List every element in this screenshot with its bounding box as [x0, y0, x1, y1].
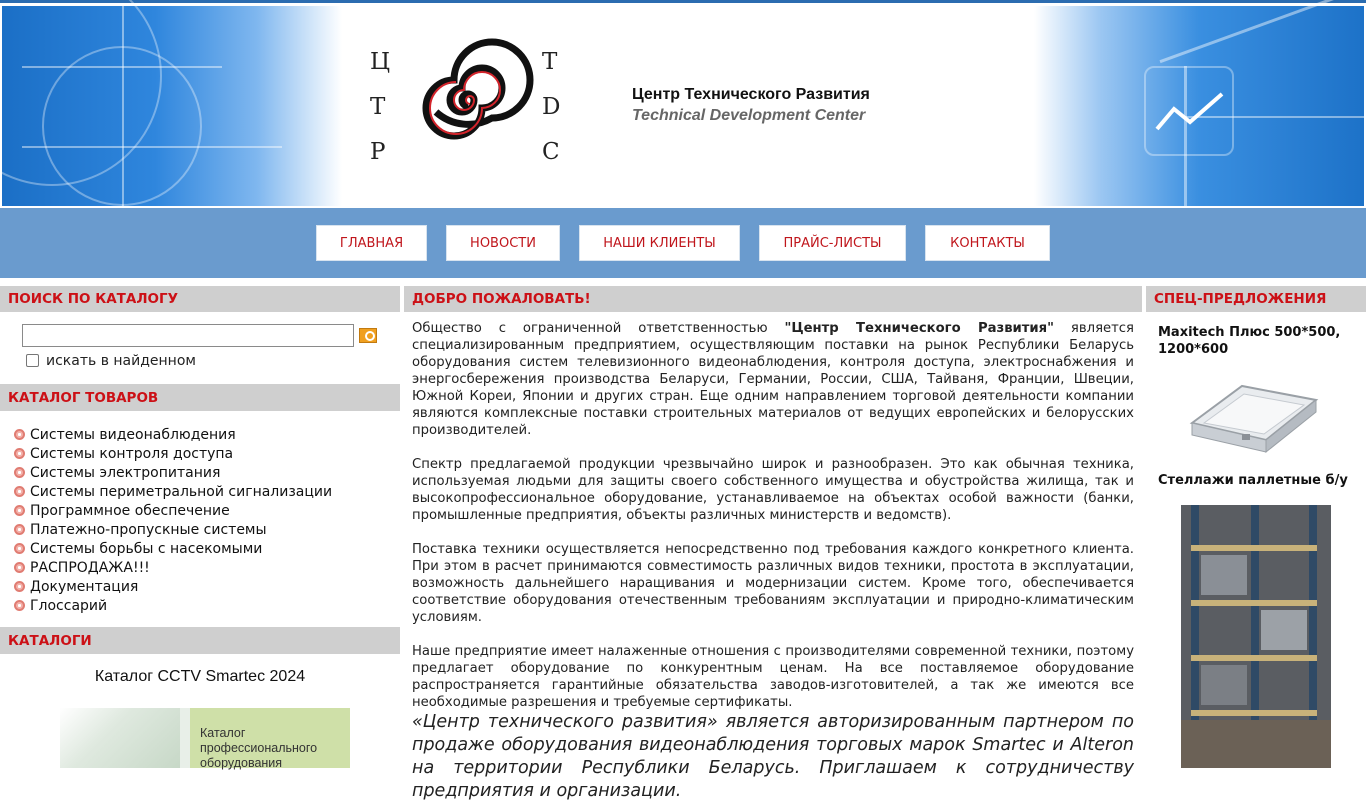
header-right-graphic: [1034, 6, 1364, 206]
search-section-title: ПОИСК ПО КАТАЛОГУ: [0, 286, 400, 312]
catalogs-section-title: КАТАЛОГИ: [0, 627, 400, 654]
catalog-item-label[interactable]: Системы видеонаблюдения: [30, 426, 236, 443]
partner-quote: «Центр технического развития» является авторизированным партнером по продаже оборудования видеонаблюдения торговых марок Smartec и Alteron на территории Республики Беларусь. Приглашаем к сотрудничеству предприятия и организации.: [412, 712, 1134, 801]
header-left-graphic: [2, 6, 342, 206]
rack-photo: [1181, 505, 1331, 768]
catalog-item-power[interactable]: [14, 463, 332, 482]
catalog-cover-image[interactable]: [60, 708, 350, 768]
catalog-download-link[interactable]: Каталог CCTV Smartec 2024: [94, 668, 306, 685]
search-input[interactable]: [22, 324, 354, 347]
bullet-icon: [14, 467, 25, 478]
logo-letter: D: [542, 94, 561, 120]
catalog-item-label[interactable]: Системы контроля доступа: [30, 445, 234, 462]
catalog-item-label[interactable]: Документация: [30, 578, 139, 595]
bullet-icon: [14, 543, 25, 554]
catalog-item-perimeter[interactable]: [14, 482, 332, 501]
catalog-item-label[interactable]: Глоссарий: [30, 597, 108, 614]
bullet-icon: [14, 505, 25, 516]
paragraph: [412, 320, 1134, 439]
offer-title[interactable]: Стеллажи паллетные б/у: [1158, 473, 1348, 488]
search-button[interactable]: [359, 328, 377, 343]
catalog-item-label[interactable]: РАСПРОДАЖА!!!: [30, 559, 150, 576]
catalog-item-video[interactable]: [14, 425, 332, 444]
catalog-item-label[interactable]: Системы электропитания: [30, 464, 221, 481]
bullet-icon: [14, 600, 25, 611]
bullet-icon: [14, 581, 25, 592]
company-name-bold: "Центр Технического Развития": [784, 321, 1054, 336]
nav-home[interactable]: ГЛАВНАЯ: [316, 225, 427, 261]
catalog-item-label[interactable]: Системы борьбы с насекомыми: [30, 540, 263, 557]
welcome-text: [412, 320, 1134, 728]
paragraph: Наше предприятие имеет налаженные отношения с производителями современной техники, поэтому предлагает оборудование по конкурентным ценам. На все поставляемое оборудование распространяется гарантийные обязательства заводов-изготовителей, а так же имеются все необходимые разрешения и требуемые сертификаты.: [412, 644, 1134, 710]
paragraph-text: Общество с ограниченной ответственностью: [412, 321, 785, 336]
catalog-item-glossary[interactable]: [14, 596, 332, 615]
search-in-results-checkbox[interactable]: [26, 354, 39, 367]
paragraph: Спектр предлагаемой продукции чрезвычайно широк и разнообразен. Это как обычная техника, используемая людьми для защиты своего собственного имущества и обустройства жилища, так и высокопрофессиональное оборудование, устанавливаемое на объектах особой важности (банки, промышленные предприятия, объекты различных министерств и ведомств).: [412, 457, 1134, 523]
welcome-title: ДОБРО ПОЖАЛОВАТЬ!: [404, 286, 1142, 312]
catalog-item-label[interactable]: Платежно-пропускные системы: [30, 521, 267, 538]
search-in-results-label[interactable]: искать в найденном: [46, 353, 196, 369]
chart-trend-icon: [1152, 84, 1232, 144]
site-header: [0, 0, 1366, 208]
nav-news[interactable]: НОВОСТИ: [446, 225, 560, 261]
bullet-icon: [14, 429, 25, 440]
catalog-item-docs[interactable]: [14, 577, 332, 596]
nav-clients[interactable]: НАШИ КЛИЕНТЫ: [579, 225, 740, 261]
main-navigation: [0, 208, 1366, 278]
catalog-item-payment[interactable]: [14, 520, 332, 539]
logo-letter: Ц: [370, 49, 391, 75]
company-name-en: Technical Development Center: [632, 107, 866, 124]
catalog-item-access[interactable]: [14, 444, 332, 463]
catalog-section-title: КАТАЛОГ ТОВАРОВ: [0, 384, 400, 411]
catalog-item-sale[interactable]: [14, 558, 332, 577]
cover-graphic: [60, 708, 180, 768]
logo-letter: Т: [370, 94, 386, 120]
bullet-icon: [14, 486, 25, 497]
company-name-ru: Центр Технического Развития: [632, 86, 870, 103]
nav-price-lists[interactable]: ПРАЙС-ЛИСТЫ: [759, 225, 906, 261]
offers-section-title: СПЕЦ-ПРЕДЛОЖЕНИЯ: [1146, 286, 1366, 312]
logo-letter: C: [542, 139, 560, 165]
offer-image-pallet-racks[interactable]: [1181, 505, 1331, 768]
paragraph-text: является специализированным предприятием, осуществляющим поставки на рынок Республики Беларусь оборудования систем телевизионного видеонаблюдения, контроля доступа, электроснабжения и энергосбережения производства Беларуси, Германии, России, США, Тайваня, Франции, Швеции, Южной Кореи, Японии и других стран. Еще одним направлением торговой деятельности компании являются комплексные поставки строительных материалов от ведущих европейских и белорусских производителей.: [412, 321, 1134, 438]
bullet-icon: [14, 524, 25, 535]
catalog-list: [14, 425, 332, 615]
nav-contacts[interactable]: КОНТАКТЫ: [925, 225, 1050, 261]
catalog-item-label[interactable]: Программное обеспечение: [30, 502, 230, 519]
bullet-icon: [14, 448, 25, 459]
offer-image-maxitech[interactable]: [1182, 378, 1326, 468]
offer-title[interactable]: Maxitech Плюс 500*500, 1200*600: [1158, 325, 1341, 357]
logo-letter: Р: [370, 139, 386, 165]
paragraph: Поставка техники осуществляется непосредственно под требования каждого конкретного клиента. При этом в расчет принимаются совместимость различных видов техники, простота в эксплуатации, возможность дальнейшего наращивания и модернизации систем. Кроме того, обеспечивается соответствие оборудования отечественным требованиям эксплуатации и природно-климатическим условиям.: [412, 542, 1134, 625]
company-logo[interactable]: [360, 41, 570, 171]
bullet-icon: [14, 562, 25, 573]
logo-spiral-icon: [408, 43, 530, 169]
logo-letter: T: [542, 49, 558, 75]
cover-text: Каталог профессионального оборудования: [200, 726, 318, 770]
catalog-item-label[interactable]: Системы периметральной сигнализации: [30, 483, 333, 500]
catalog-item-software[interactable]: [14, 501, 332, 520]
catalog-item-insects[interactable]: [14, 539, 332, 558]
